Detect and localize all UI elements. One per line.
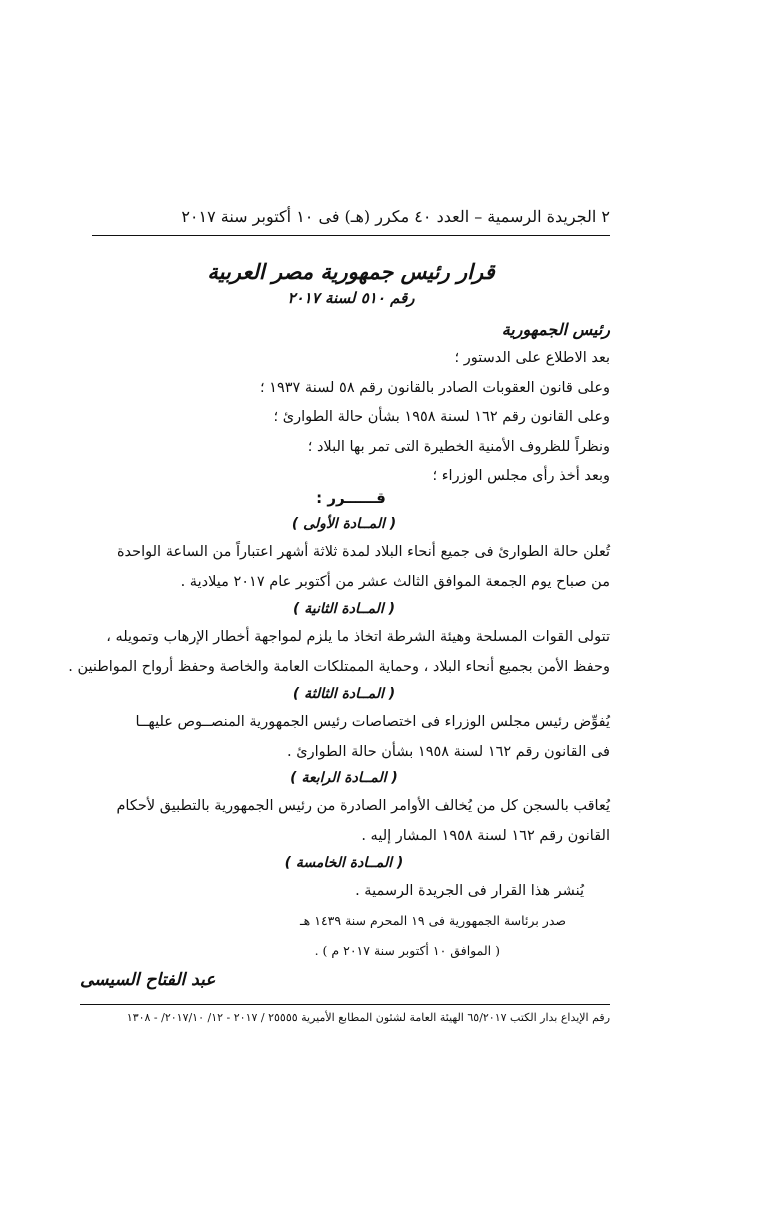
footer-divider [80, 1004, 610, 1005]
preamble-list [110, 344, 610, 492]
article-line: يُفوِّض رئيس مجلس الوزراء فى اختصاصات رئيس الجمهورية المنصــوص عليهــا [135, 714, 610, 730]
article-title: ( المــادة الثالثة ) [292, 686, 396, 702]
preamble-item: وبعد أخذ رأى مجلس الوزراء ؛ [432, 468, 610, 484]
issuance-block [78, 906, 610, 966]
preamble-item: بعد الاطلاع على الدستور ؛ [454, 350, 610, 366]
gazette-header: ٢ الجريدة الرسمية – العدد ٤٠ مكرر (هـ) فى ١٠ أكتوبر سنة ٢٠١٧ [181, 207, 610, 226]
gazette-footer: رقم الإيداع بدار الكتب ٦٥/٢٠١٧ الهيئة العامة لشئون المطابع الأميرية ٢٥٥٥٥ / ٢٠١٧ - ١٢/ ٢٠١٧/١٠/ - ١٣٠٨ [126, 1011, 610, 1024]
article-line: القانون رقم ١٦٢ لسنة ١٩٥٨ المشار إليه . [361, 828, 610, 844]
article-title: ( المــادة الأولى ) [291, 516, 397, 532]
article-line: يُنشر هذا القرار فى الجريدة الرسمية . [355, 883, 584, 899]
article-title: ( المــادة الخامسة ) [284, 855, 404, 871]
article-title: ( المــادة الثانية ) [293, 601, 395, 617]
article-line: يُعاقب بالسجن كل من يُخالف الأوامر الصادرة من رئيس الجمهورية بالتطبيق لأحكام [116, 798, 610, 814]
article-4 [78, 765, 610, 851]
decided-heading: قــــــرر : [316, 489, 386, 507]
preamble-item: ونظراً للظروف الأمنية الخطيرة التى تمر بها البلاد ؛ [307, 438, 610, 455]
article-line: وحفظ الأمن بجميع أنحاء البلاد ، وحماية الممتلكات العامة والخاصة وحفظ أرواح المواطنين . [68, 659, 610, 675]
article-title: ( المــادة الرابعة ) [290, 770, 398, 786]
issued-date-gregorian: ( الموافق ١٠ أكتوبر سنة ٢٠١٧ م ) . [314, 943, 500, 958]
decree-number: رقم ٥١٠ لسنة ٢٠١٧ [287, 289, 415, 307]
header-divider [92, 235, 610, 236]
issuer-heading: رئيس الجمهورية [501, 320, 610, 339]
signatory-name: عبد الفتاح السيسى [80, 970, 216, 990]
article-line: تتولى القوات المسلحة وهيئة الشرطة اتخاذ ما يلزم لمواجهة أخطار الإرهاب وتمويله ، [106, 629, 610, 645]
article-line: تُعلن حالة الطوارئ فى جميع أنحاء البلاد لمدة ثلاثة أشهر اعتباراً من الساعة الواحدة [116, 544, 610, 560]
article-2 [68, 596, 610, 682]
article-line: فى القانون رقم ١٦٢ لسنة ١٩٥٨ بشأن حالة الطوارئ . [287, 744, 610, 760]
preamble-item: وعلى القانون رقم ١٦٢ لسنة ١٩٥٨ بشأن حالة الطوارئ ؛ [273, 409, 610, 425]
article-1 [78, 511, 610, 597]
article-3 [78, 681, 610, 767]
issued-date-hijri: صدر برئاسة الجمهورية فى ١٩ المحرم سنة ١٤٣٩ هـ [300, 913, 566, 928]
article-line: من صباح يوم الجمعة الموافق الثالث عشر من أكتوبر عام ٢٠١٧ ميلادية . [180, 574, 610, 590]
decree-title: قرار رئيس جمهورية مصر العربية [207, 260, 495, 284]
article-5 [78, 850, 610, 906]
preamble-item: وعلى قانون العقوبات الصادر بالقانون رقم ٥٨ لسنة ١٩٣٧ ؛ [259, 379, 610, 396]
